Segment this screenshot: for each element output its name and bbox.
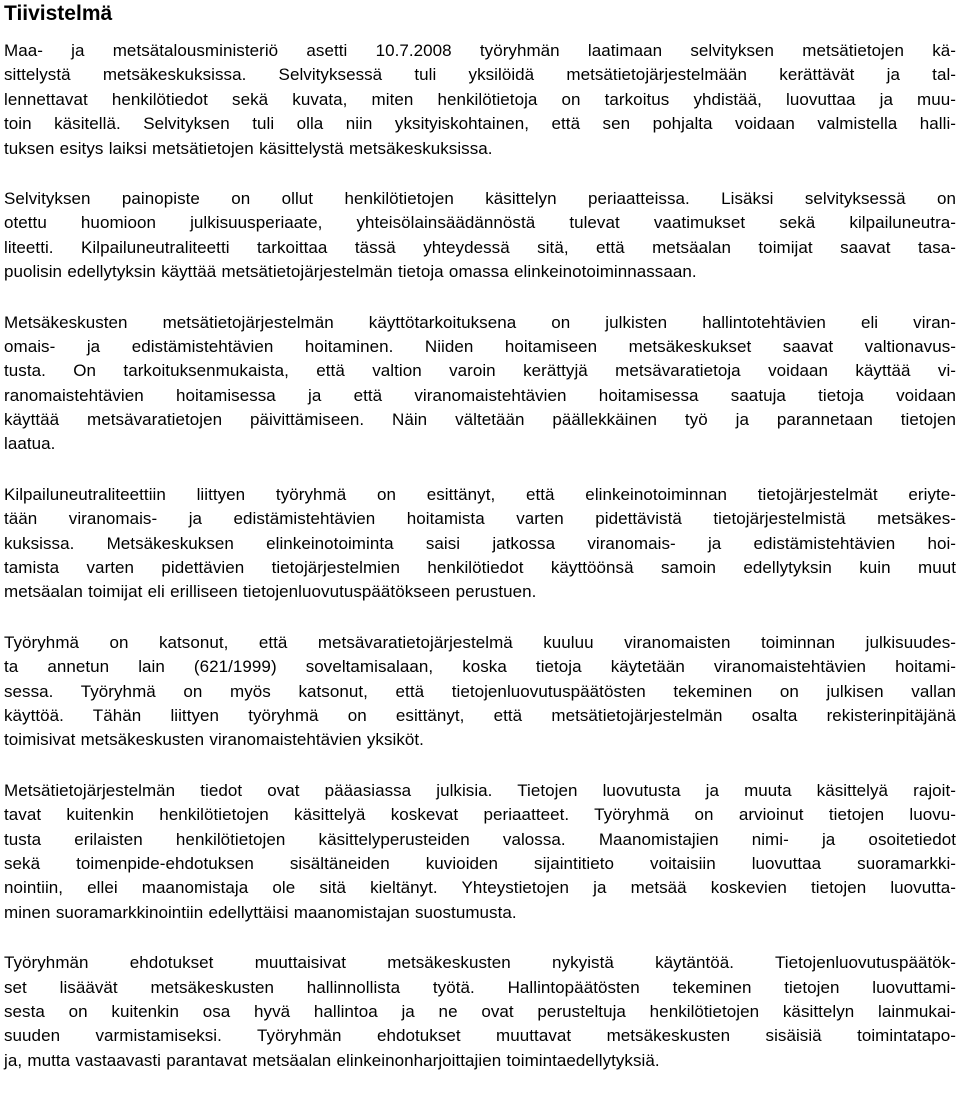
text-line: set lisäävät metsäkeskusten hallinnollista työtä. Hallintopäätösten tekeminen tietojen luovuttami- — [4, 977, 956, 997]
document-page — [4, 0, 956, 1099]
text-line: omais- ja edistämistehtävien hoitaminen. Niiden hoitamiseen metsäkeskukset saavat valtionavus- — [4, 336, 956, 356]
text-line: Työryhmän ehdotukset muuttaisivat metsäkeskusten nykyistä käytäntöä. Tietojenluovutuspäätök- — [4, 953, 956, 973]
text-line: liteetti. Kilpailuneutraliteetti tarkoittaa tässä yhteydessä sitä, että metsäalan toimijat saavat tasa- — [4, 237, 956, 257]
paragraph — [4, 951, 956, 1073]
text-line: laatua. — [4, 434, 56, 454]
text-line: sesta on kuitenkin osa hyvä hallintoa ja ne ovat perusteltuja henkilötietojen käsittelyn lainmukai- — [4, 1001, 956, 1021]
text-line: metsäalan toimijat eli erilliseen tietojenluovutuspäätökseen perustuen. — [4, 582, 537, 602]
text-line: ja, mutta vastaavasti parantavat metsäalan elinkeinonharjoittajien toimintaedellytyksiä. — [4, 1050, 660, 1070]
text-line: Metsäkeskusten metsätietojärjestelmän käyttötarkoituksena on julkisten hallintotehtävien eli viran- — [4, 312, 956, 332]
text-line: suuden varmistamiseksi. Työryhmän ehdotukset muuttavat metsäkeskusten sisäisiä toimintatapo- — [4, 1026, 956, 1046]
paragraph — [4, 311, 956, 457]
paragraph — [4, 483, 956, 605]
text-line: Metsätietojärjestelmän tiedot ovat pääasiassa julkisia. Tietojen luovutusta ja muuta käsittelyä rajoit- — [4, 780, 956, 800]
text-line: tusta. On tarkoituksenmukaista, että valtion varoin kerättyjä metsävaratietoja voidaan käyttää vi- — [4, 361, 956, 381]
text-line: toimisivat metsäkeskusten viranomaistehtävien yksiköt. — [4, 730, 424, 750]
paragraph — [4, 187, 956, 285]
text-line: minen suoramarkkinointiin edellyttäisi maanomistajan suostumusta. — [4, 902, 517, 922]
text-line: tavat kuitenkin henkilötietojen käsittelyä koskevat periaatteet. Työryhmä on arvioinut tietojen luovu- — [4, 805, 956, 825]
text-line: tamista varten pidettävien tietojärjestelmien henkilötiedot käyttöönsä samoin edellytyksin kuin muut — [4, 558, 956, 578]
text-line: tusta erilaisten henkilötietojen käsittelyperusteiden valossa. Maanomistajien nimi- ja osoitetiedot — [4, 829, 956, 849]
text-line: ranomaistehtävien hoitamisessa ja että viranomaistehtävien hoitamisessa saatuja tietoja voidaan — [4, 385, 956, 405]
text-line: Kilpailuneutraliteettiin liittyen työryhmä on esittänyt, että elinkeinotoiminnan tietojärjestelmät eriyte- — [4, 484, 956, 504]
document-title: Tiivistelmä — [4, 2, 113, 25]
paragraph — [4, 631, 956, 753]
text-line: Selvityksen painopiste on ollut henkilötietojen käsittelyn periaatteissa. Lisäksi selvityksessä on — [4, 188, 956, 208]
text-line: lennettavat henkilötiedot sekä kuvata, miten henkilötietoja on tarkoitus yhdistää, luovuttaa ja muu- — [4, 89, 956, 109]
text-line: nointiin, ellei maanomistaja ole sitä kieltänyt. Yhteystietojen ja metsää koskevien tietojen luovutta- — [4, 878, 956, 898]
text-line: ta annetun lain (621/1999) soveltamisalaan, koska tietoja käytetään viranomaistehtävien hoitami- — [4, 657, 956, 677]
text-line: tuksen esitys laiksi metsätietojen käsittelystä metsäkeskuksissa. — [4, 138, 493, 158]
text-line: puolisin edellytyksin käyttää metsätietojärjestelmän tietoja omassa elinkeinotoiminnassaan. — [4, 262, 697, 282]
document-body — [4, 39, 956, 1073]
text-line: otettu huomioon julkisuusperiaate, yhteisölainsäädännöstä tulevat vaatimukset sekä kilpailuneutra- — [4, 213, 956, 233]
text-line: sekä toimenpide-ehdotuksen sisältäneiden kuvioiden sijaintitieto voitaisiin luovuttaa suoramarkki- — [4, 853, 956, 873]
text-line: toin käsitellä. Selvityksen tuli olla niin yksityiskohtainen, että sen pohjalta voidaan valmistella halli- — [4, 114, 956, 134]
text-line: sessa. Työryhmä on myös katsonut, että tietojenluovutuspäätösten tekeminen on julkisen vallan — [4, 681, 956, 701]
paragraph — [4, 39, 956, 161]
text-line: käyttää metsävaratietojen päivittämiseen. Näin vältetään päällekkäinen työ ja parannetaan tietojen — [4, 410, 956, 430]
paragraph — [4, 779, 956, 925]
text-line: käyttöä. Tähän liittyen työryhmä on esittänyt, että metsätietojärjestelmän osalta rekisterinpitäjänä — [4, 705, 956, 725]
text-line: kuksissa. Metsäkeskuksen elinkeinotoiminta saisi jatkossa viranomais- ja edistämistehtävien hoi- — [4, 533, 956, 553]
text-line: sittelystä metsäkeskuksissa. Selvityksessä tuli yksilöidä metsätietojärjestelmään kerättävät ja tal- — [4, 65, 956, 85]
text-line: Maa- ja metsätalousministeriö asetti 10.7.2008 työryhmän laatimaan selvityksen metsätietojen kä- — [4, 41, 956, 60]
text-line: Työryhmä on katsonut, että metsävaratietojärjestelmä kuuluu viranomaisten toiminnan julkisuudes- — [4, 632, 956, 652]
text-line: tään viranomais- ja edistämistehtävien hoitamista varten pidettävistä tietojärjestelmistä metsäkes- — [4, 509, 956, 529]
